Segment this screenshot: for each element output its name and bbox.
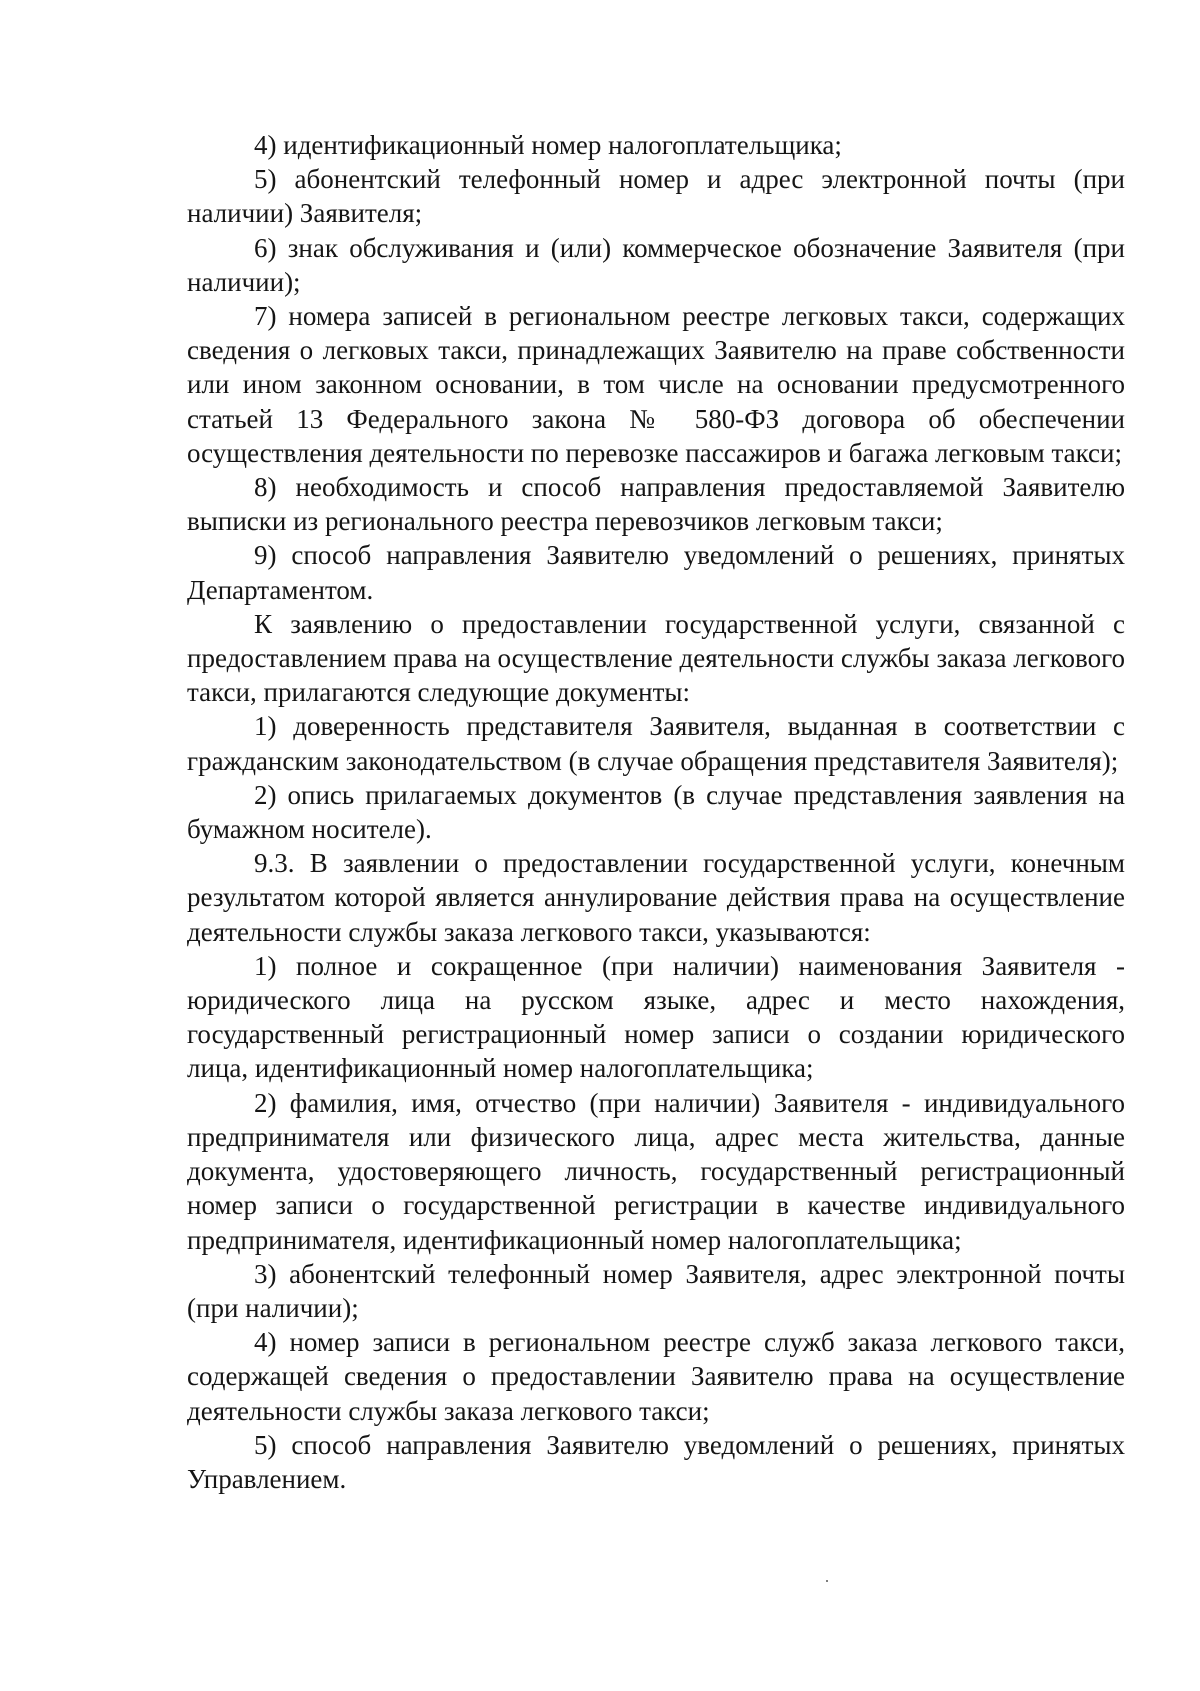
paragraph-item-6-service-mark: 6) знак обслуживания и (или) коммерческое обозначение Заявителя (при наличии); bbox=[187, 232, 1125, 297]
paragraph-annul-item-4-registry-record: 4) номер записи в региональном реестре служб заказа легкового такси, содержащей сведения о предоставлении Заявителю права на осуществление деятельности службы заказа легкового такси; bbox=[187, 1327, 1125, 1426]
paragraph-annul-item-1-legal-entity: 1) полное и сокращенное (при наличии) наименования Заявителя - юридического лица на русском языке, адрес и место нахождения, государственный регистрационный номер записи о создании юридического лица, идентификационный номер налогоплательщика; bbox=[187, 950, 1125, 1084]
paragraph-item-5-phone-email: 5) абонентский телефонный номер и адрес электронной почты (при наличии) Заявителя; bbox=[187, 164, 1125, 229]
paragraph-item-7-registry-records: 7) номера записей в региональном реестре легковых такси, содержащих сведения о легковых такси, принадлежащих Заявителю на праве собственности или ином законном основании, в том числе на основании предусмотренного статьей 13 Федерального закона № 580-ФЗ договора об обеспечении осуществления деятельности по перевозке пассажиров и багажа легковым такси; bbox=[187, 301, 1125, 468]
document-body bbox=[187, 128, 1125, 1496]
paragraph-annul-item-3-phone-email: 3) абонентский телефонный номер Заявителя, адрес электронной почты (при наличии); bbox=[187, 1258, 1125, 1323]
scan-speck bbox=[826, 1580, 828, 1582]
paragraph-attachment-2-inventory: 2) опись прилагаемых документов (в случае представления заявления на бумажном носителе). bbox=[187, 779, 1125, 845]
paragraph-annul-item-2-individual: 2) фамилия, имя, отчество (при наличии) Заявителя - индивидуального предпринимателя или физического лица, адрес места жительства, данные документа, удостоверяющего личность, государственный регистрационный номер записи о государственной регистрации в качестве индивидуального предпринимателя, идентификационный номер налогоплательщика; bbox=[187, 1087, 1125, 1255]
paragraph-attached-documents-intro: К заявлению о предоставлении государственной услуги, связанной с предоставлением права на осуществление деятельности службы заказа легкового такси, прилагаются следующие документы: bbox=[187, 608, 1125, 708]
paragraph-item-4-inn: 4) идентификационный номер налогоплательщика; bbox=[254, 130, 842, 160]
paragraph-attachment-1-power-of-attorney: 1) доверенность представителя Заявителя, выданная в соответствии с гражданским законодательством (в случае обращения представителя Заявителя); bbox=[187, 711, 1125, 776]
paragraph-section-9-3: 9.3. В заявлении о предоставлении государственной услуги, конечным результатом которой является аннулирование действия права на осуществление деятельности службы заказа легкового такси, указываются: bbox=[187, 848, 1125, 947]
paragraph-item-8-extract-method: 8) необходимость и способ направления предоставляемой Заявителю выписки из регионального реестра перевозчиков легковым такси; bbox=[187, 472, 1125, 537]
paragraph-item-9-notification-method: 9) способ направления Заявителю уведомлений о решениях, принятых Департаментом. bbox=[187, 540, 1125, 605]
paragraph-annul-item-5-notification-method: 5) способ направления Заявителю уведомлений о решениях, принятых Управлением. bbox=[187, 1429, 1125, 1494]
